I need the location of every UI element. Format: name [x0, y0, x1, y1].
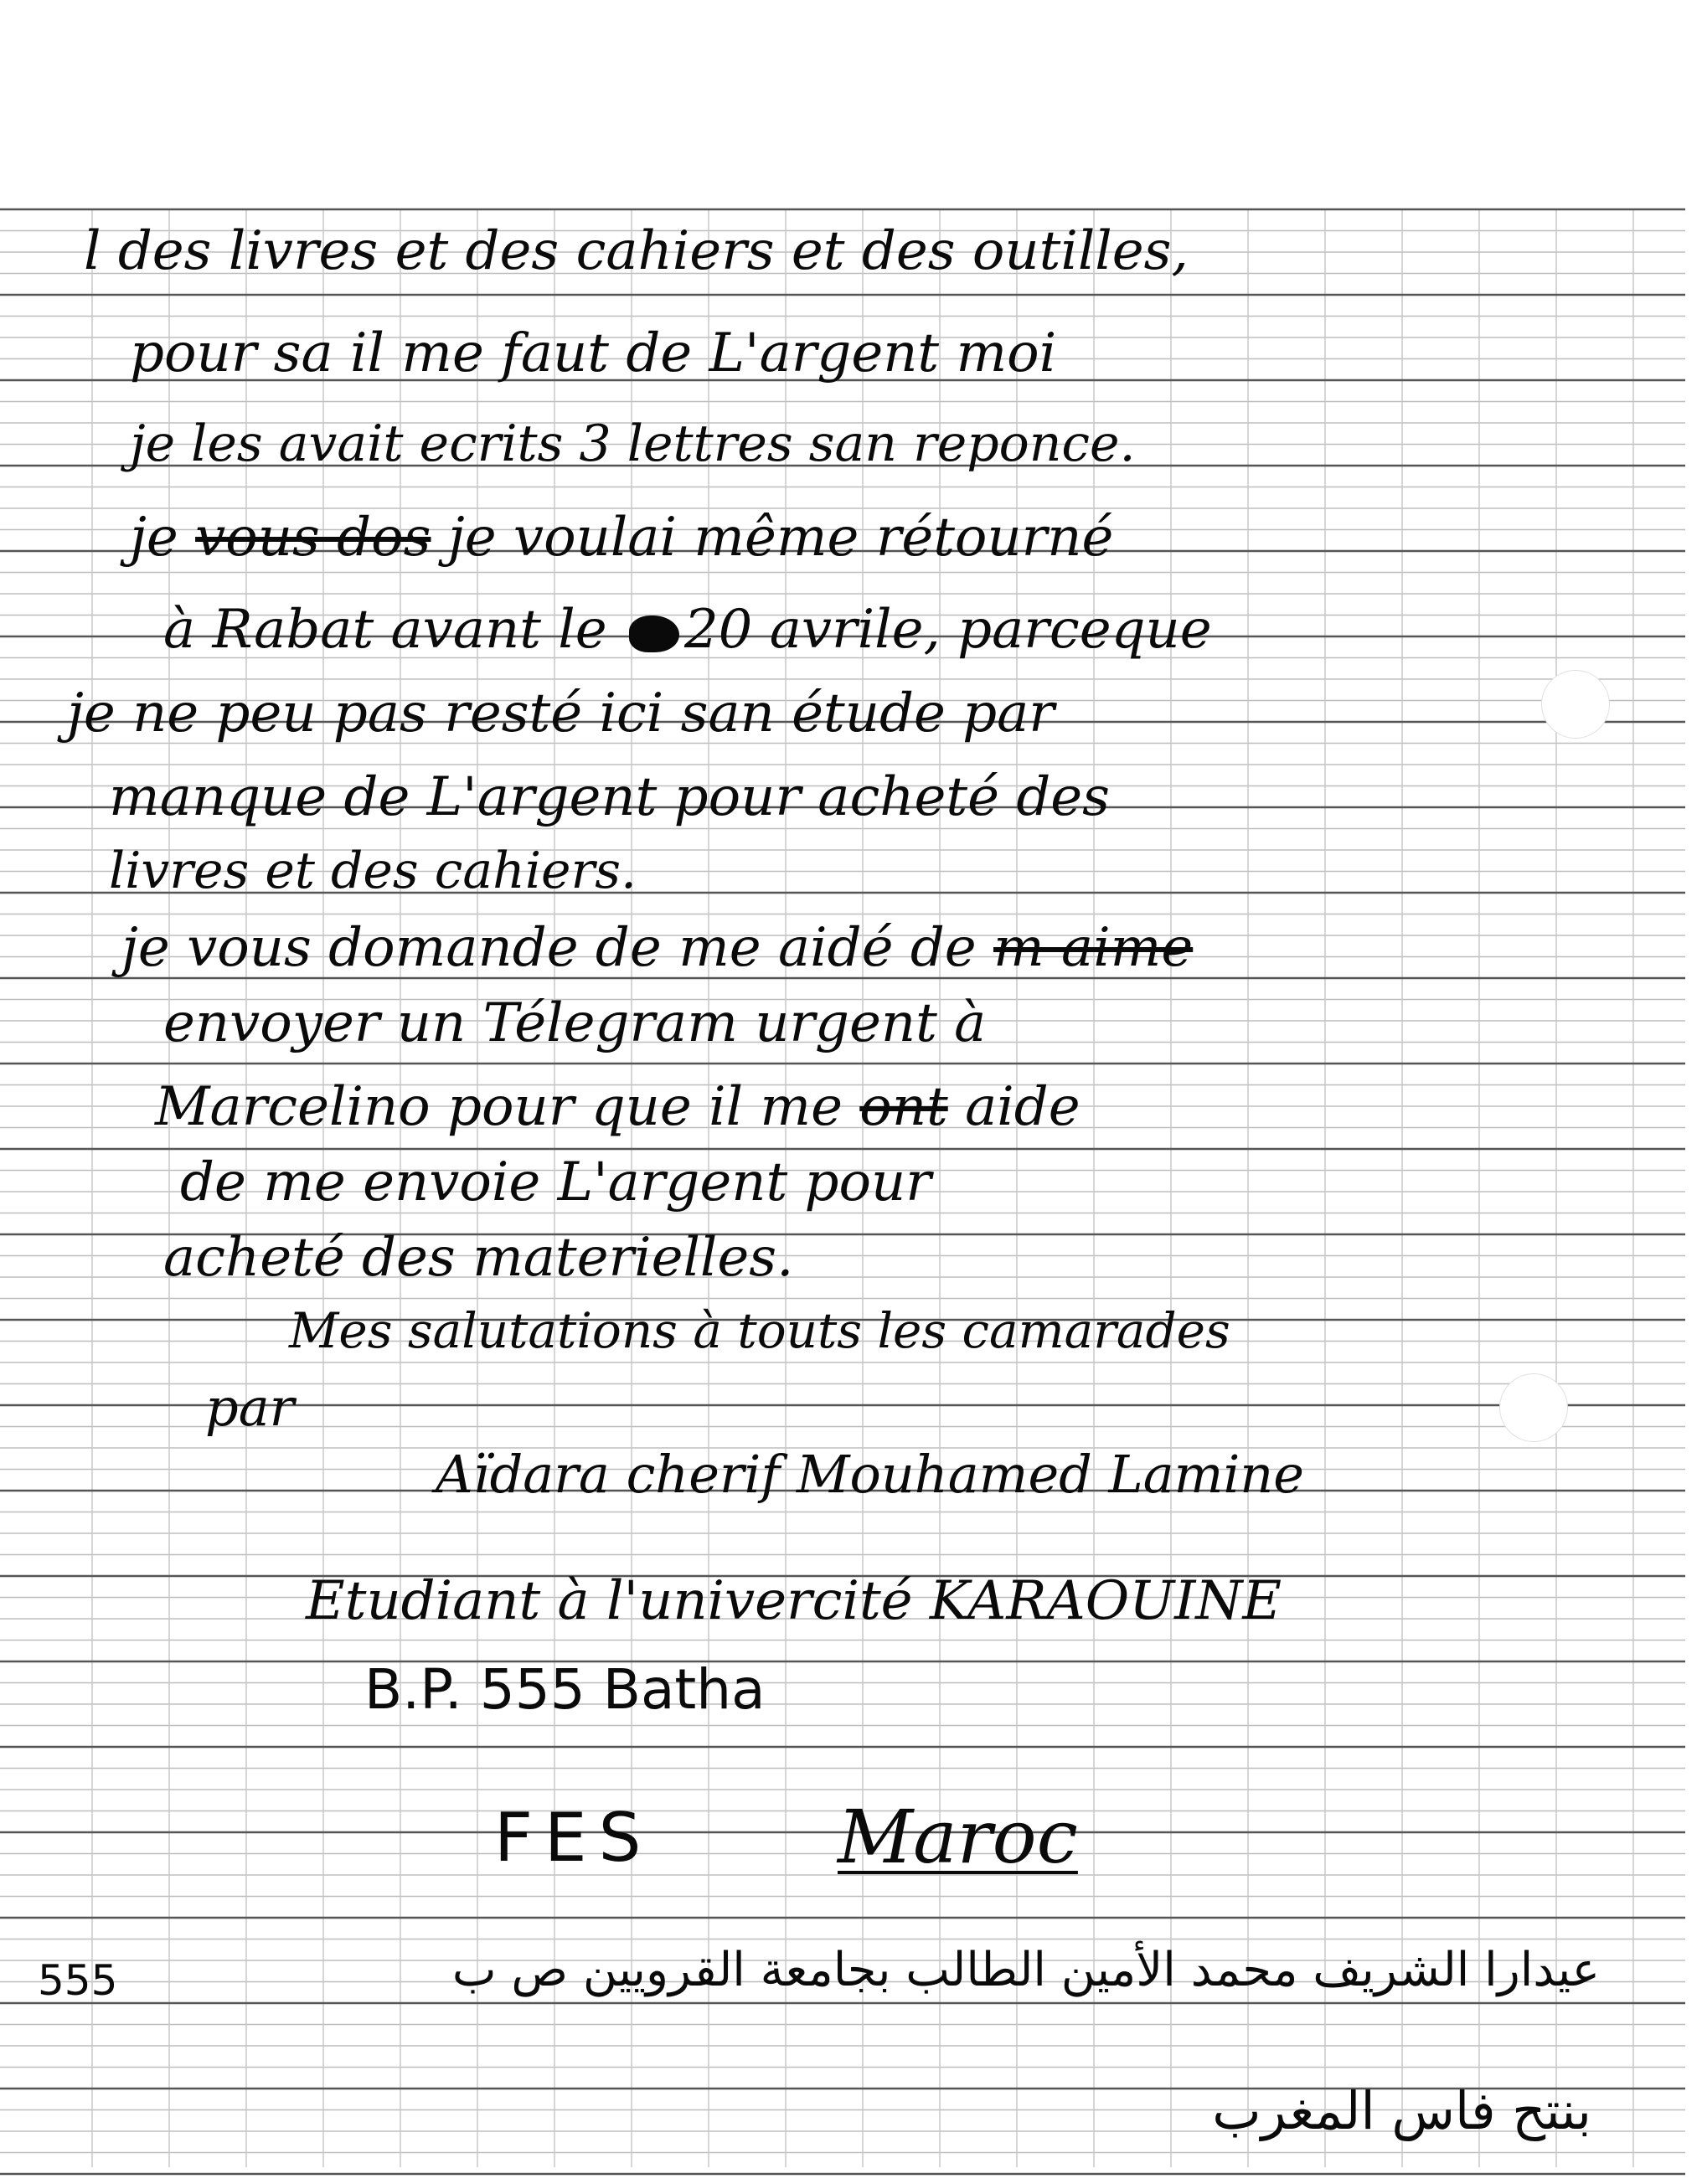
letter-line-6	[67, 682, 1055, 744]
letter-line-8-text: livres et des cahiers.	[109, 842, 637, 900]
letter-line-5-b: 20 avrile, parceque	[683, 599, 1212, 661]
address-line-1	[306, 1570, 1282, 1632]
letter-line-7-text: manque de L'argent pour acheté des	[109, 766, 1110, 828]
address-line-2	[364, 1657, 766, 1722]
letter-line-11-strikeout: ont	[859, 1076, 948, 1138]
letter-line-13	[163, 1227, 794, 1289]
address-city: FES	[494, 1799, 653, 1877]
par-text: par	[205, 1377, 295, 1438]
letter-line-9	[121, 917, 1194, 979]
arabic-line-2	[737, 2080, 1591, 2141]
letter-line-2-text: pour sa il me faut de L'argent moi	[130, 322, 1057, 384]
letter-line-3-text: je les avait ecrits 3 lettres san reponce.	[130, 415, 1136, 473]
letter-line-4-strikeout: vous dos	[195, 507, 431, 569]
arabic-address-2: بنتح فاس المغرب	[1212, 2080, 1591, 2141]
punch-hole-top	[1541, 670, 1610, 739]
letter-line-10	[163, 992, 987, 1054]
letter-line-12-text: de me envoie L'argent pour	[180, 1151, 931, 1213]
letter-line-11-b: aide	[947, 1076, 1081, 1138]
address-line-3	[494, 1799, 653, 1877]
letter-line-2	[130, 322, 1057, 384]
letter-line-11-a: Marcelino pour que il me	[155, 1076, 860, 1138]
letter-line-1-text: l des livres et des cahiers et des outilles,	[84, 220, 1189, 282]
letter-line-9-strikeout: m aime	[993, 917, 1194, 979]
arabic-line-1	[159, 1943, 1600, 1997]
letter-line-3	[130, 415, 1136, 473]
letter-line-6-text: je ne peu pas resté ici san étude par	[67, 682, 1055, 744]
address-po-box: B.P. 555 Batha	[364, 1657, 766, 1722]
letter-line-4-text: je voulai même rétourné	[431, 507, 1114, 569]
punch-hole-bottom	[1499, 1373, 1568, 1442]
letter-line-7	[109, 766, 1110, 828]
letter-line-5-a: à Rabat avant le	[163, 599, 624, 661]
arabic-number-line	[38, 1956, 118, 2005]
par-line	[205, 1377, 295, 1438]
ink-blot	[629, 616, 679, 652]
closing-line	[289, 1302, 1230, 1359]
letter-line-9-text: je vous domande de me aidé de	[121, 917, 993, 979]
letter-line-4	[130, 507, 1114, 569]
signature-name: Aïdara cherif Mouhamed Lamine	[436, 1444, 1304, 1505]
address-country: Maroc	[838, 1794, 1078, 1880]
closing-text: Mes salutations à touts les camarades	[289, 1302, 1230, 1359]
arabic-address-1: عيدارا الشريف محمد الأمين الطالب بجامعة القرويين ص ب	[451, 1943, 1600, 1997]
letter-line-11	[155, 1076, 1081, 1138]
letter-line-13-text: acheté des materielles.	[163, 1227, 794, 1289]
arabic-number: 555	[38, 1956, 118, 2005]
letter-line-5	[163, 599, 1212, 661]
letter-line-12	[180, 1151, 931, 1213]
signature-line	[436, 1444, 1304, 1505]
letter-line-10-text: envoyer un Télegram urgent à	[163, 992, 987, 1054]
letter-line-4-prefix: je	[130, 507, 196, 569]
address-student: Etudiant à l'univercité KARAOUINE	[306, 1570, 1282, 1632]
address-country-line	[838, 1794, 1078, 1880]
letter-line-1	[84, 220, 1189, 282]
letter-line-8	[109, 842, 637, 900]
